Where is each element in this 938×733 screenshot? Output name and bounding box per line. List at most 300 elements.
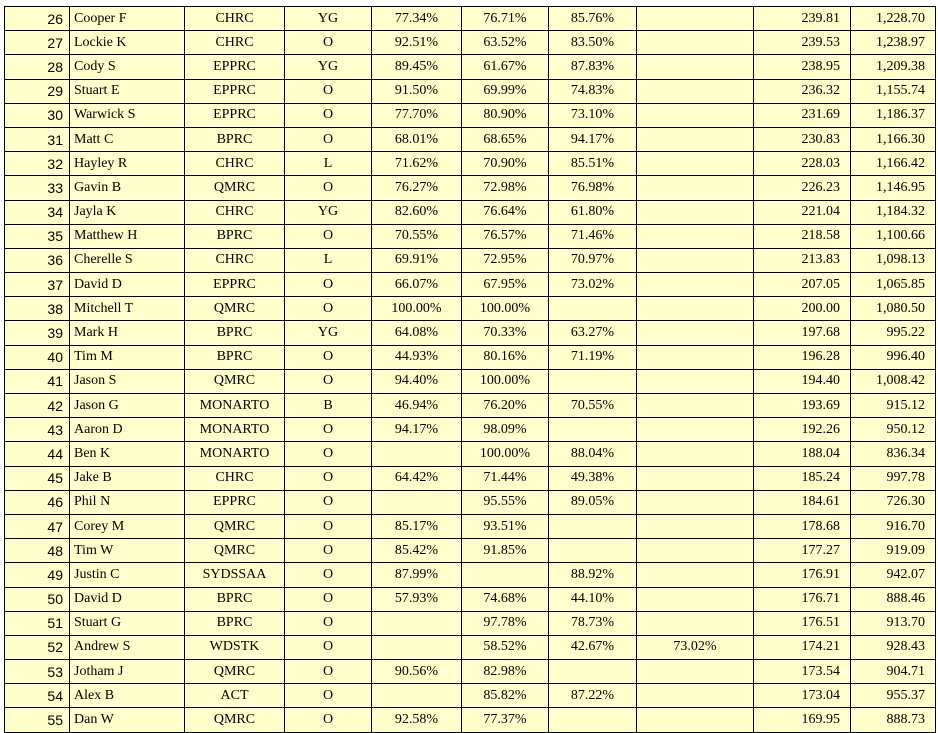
competitor-name-cell: Jason S	[70, 369, 185, 393]
table-row	[5, 152, 936, 176]
grade-cell: O	[285, 103, 372, 127]
table-row	[5, 79, 936, 103]
score-2-cell: 58.52%	[462, 635, 549, 659]
aggregate-cell: 950.12	[851, 418, 936, 442]
score-2-cell: 61.67%	[462, 55, 549, 79]
score-4-cell	[637, 152, 754, 176]
score-4-cell	[637, 490, 754, 514]
score-1-cell: 77.70%	[372, 103, 462, 127]
table-row	[5, 514, 936, 538]
competitor-name-cell: Stuart G	[70, 611, 185, 635]
total-cell: 238.95	[754, 55, 851, 79]
table-row	[5, 55, 936, 79]
score-1-cell	[372, 635, 462, 659]
competitor-name-cell: Mark H	[70, 321, 185, 345]
rank-cell: 32	[5, 152, 70, 176]
competitor-name-cell: Stuart E	[70, 79, 185, 103]
grade-cell: O	[285, 587, 372, 611]
club-cell: QMRC	[185, 708, 285, 732]
table-row	[5, 103, 936, 127]
score-4-cell	[637, 248, 754, 272]
score-2-cell: 100.00%	[462, 442, 549, 466]
score-1-cell: 64.08%	[372, 321, 462, 345]
total-cell: 169.95	[754, 708, 851, 732]
aggregate-cell: 1,166.30	[851, 127, 936, 151]
table-row	[5, 660, 936, 684]
score-2-cell: 80.90%	[462, 103, 549, 127]
grade-cell: O	[285, 297, 372, 321]
rank-cell: 27	[5, 31, 70, 55]
competitor-name-cell: Aaron D	[70, 418, 185, 442]
score-3-cell: 85.51%	[549, 152, 637, 176]
total-cell: 192.26	[754, 418, 851, 442]
competitor-name-cell: Corey M	[70, 514, 185, 538]
score-2-cell: 95.55%	[462, 490, 549, 514]
club-cell: CHRC	[185, 7, 285, 31]
table-row	[5, 684, 936, 708]
score-1-cell	[372, 442, 462, 466]
aggregate-cell: 928.43	[851, 635, 936, 659]
score-2-cell: 68.65%	[462, 127, 549, 151]
aggregate-cell: 836.34	[851, 442, 936, 466]
table-row	[5, 31, 936, 55]
club-cell: QMRC	[185, 539, 285, 563]
score-3-cell: 83.50%	[549, 31, 637, 55]
score-3-cell	[549, 708, 637, 732]
score-2-cell: 97.78%	[462, 611, 549, 635]
competitor-name-cell: Warwick S	[70, 103, 185, 127]
score-1-cell: 90.56%	[372, 660, 462, 684]
total-cell: 173.54	[754, 660, 851, 684]
total-cell: 194.40	[754, 369, 851, 393]
aggregate-cell: 955.37	[851, 684, 936, 708]
grade-cell: O	[285, 490, 372, 514]
competitor-name-cell: Dan W	[70, 708, 185, 732]
competitor-name-cell: Alex B	[70, 684, 185, 708]
score-3-cell: 73.10%	[549, 103, 637, 127]
grade-cell: B	[285, 394, 372, 418]
aggregate-cell: 996.40	[851, 345, 936, 369]
score-4-cell	[637, 127, 754, 151]
table-row	[5, 7, 936, 31]
score-4-cell	[637, 55, 754, 79]
score-2-cell: 91.85%	[462, 539, 549, 563]
grade-cell: O	[285, 442, 372, 466]
grade-cell: O	[285, 273, 372, 297]
score-1-cell: 44.93%	[372, 345, 462, 369]
score-4-cell	[637, 539, 754, 563]
grade-cell: YG	[285, 55, 372, 79]
score-3-cell: 87.83%	[549, 55, 637, 79]
competitor-name-cell: Lockie K	[70, 31, 185, 55]
score-1-cell: 94.40%	[372, 369, 462, 393]
aggregate-cell: 942.07	[851, 563, 936, 587]
score-2-cell: 82.98%	[462, 660, 549, 684]
grade-cell: YG	[285, 200, 372, 224]
score-4-cell	[637, 79, 754, 103]
grade-cell: O	[285, 466, 372, 490]
rank-cell: 33	[5, 176, 70, 200]
grade-cell: O	[285, 224, 372, 248]
total-cell: 228.03	[754, 152, 851, 176]
score-4-cell	[637, 587, 754, 611]
score-3-cell: 78.73%	[549, 611, 637, 635]
table-row	[5, 127, 936, 151]
score-1-cell	[372, 611, 462, 635]
table-row	[5, 635, 936, 659]
aggregate-cell: 1,209.38	[851, 55, 936, 79]
rank-cell: 39	[5, 321, 70, 345]
score-1-cell: 85.17%	[372, 514, 462, 538]
club-cell: MONARTO	[185, 394, 285, 418]
aggregate-cell: 1,186.37	[851, 103, 936, 127]
grade-cell: YG	[285, 321, 372, 345]
rank-cell: 34	[5, 200, 70, 224]
score-1-cell: 100.00%	[372, 297, 462, 321]
rank-cell: 55	[5, 708, 70, 732]
score-4-cell	[637, 7, 754, 31]
score-2-cell: 76.20%	[462, 394, 549, 418]
competitor-name-cell: Cherelle S	[70, 248, 185, 272]
score-2-cell: 85.82%	[462, 684, 549, 708]
score-1-cell: 71.62%	[372, 152, 462, 176]
grade-cell: O	[285, 369, 372, 393]
rank-cell: 41	[5, 369, 70, 393]
score-2-cell: 80.16%	[462, 345, 549, 369]
score-4-cell	[637, 660, 754, 684]
aggregate-cell: 915.12	[851, 394, 936, 418]
total-cell: 176.71	[754, 587, 851, 611]
score-2-cell: 71.44%	[462, 466, 549, 490]
score-3-cell: 74.83%	[549, 79, 637, 103]
rank-cell: 43	[5, 418, 70, 442]
score-1-cell: 68.01%	[372, 127, 462, 151]
rank-cell: 53	[5, 660, 70, 684]
total-cell: 200.00	[754, 297, 851, 321]
score-4-cell	[637, 345, 754, 369]
club-cell: EPPRC	[185, 55, 285, 79]
score-4-cell: 73.02%	[637, 635, 754, 659]
club-cell: BPRC	[185, 224, 285, 248]
score-1-cell: 87.99%	[372, 563, 462, 587]
score-1-cell: 94.17%	[372, 418, 462, 442]
total-cell: 231.69	[754, 103, 851, 127]
aggregate-cell: 1,065.85	[851, 273, 936, 297]
aggregate-cell: 916.70	[851, 514, 936, 538]
total-cell: 221.04	[754, 200, 851, 224]
competitor-name-cell: Gavin B	[70, 176, 185, 200]
aggregate-cell: 1,228.70	[851, 7, 936, 31]
table-row	[5, 490, 936, 514]
aggregate-cell: 1,146.95	[851, 176, 936, 200]
competitor-name-cell: Phil N	[70, 490, 185, 514]
score-4-cell	[637, 297, 754, 321]
total-cell: 184.61	[754, 490, 851, 514]
total-cell: 176.91	[754, 563, 851, 587]
score-3-cell	[549, 297, 637, 321]
score-4-cell	[637, 369, 754, 393]
aggregate-cell: 888.73	[851, 708, 936, 732]
aggregate-cell: 904.71	[851, 660, 936, 684]
score-1-cell	[372, 490, 462, 514]
table-row	[5, 200, 936, 224]
rank-cell: 52	[5, 635, 70, 659]
score-2-cell: 100.00%	[462, 369, 549, 393]
club-cell: QMRC	[185, 660, 285, 684]
score-2-cell: 74.68%	[462, 587, 549, 611]
total-cell: 196.28	[754, 345, 851, 369]
score-1-cell: 66.07%	[372, 273, 462, 297]
club-cell: BPRC	[185, 587, 285, 611]
rank-cell: 35	[5, 224, 70, 248]
score-4-cell	[637, 394, 754, 418]
club-cell: QMRC	[185, 514, 285, 538]
score-3-cell: 89.05%	[549, 490, 637, 514]
grade-cell: O	[285, 708, 372, 732]
club-cell: MONARTO	[185, 442, 285, 466]
table-row	[5, 321, 936, 345]
rank-cell: 54	[5, 684, 70, 708]
score-1-cell: 70.55%	[372, 224, 462, 248]
results-table-body	[5, 7, 936, 733]
table-row	[5, 539, 936, 563]
score-1-cell: 76.27%	[372, 176, 462, 200]
score-1-cell: 82.60%	[372, 200, 462, 224]
score-4-cell	[637, 418, 754, 442]
score-2-cell: 98.09%	[462, 418, 549, 442]
table-row	[5, 369, 936, 393]
aggregate-cell: 1,080.50	[851, 297, 936, 321]
total-cell: 176.51	[754, 611, 851, 635]
grade-cell: O	[285, 176, 372, 200]
club-cell: CHRC	[185, 248, 285, 272]
total-cell: 207.05	[754, 273, 851, 297]
aggregate-cell: 726.30	[851, 490, 936, 514]
competitor-name-cell: David D	[70, 273, 185, 297]
score-1-cell: 77.34%	[372, 7, 462, 31]
rank-cell: 47	[5, 514, 70, 538]
score-4-cell	[637, 176, 754, 200]
rank-cell: 42	[5, 394, 70, 418]
table-row	[5, 394, 936, 418]
score-4-cell	[637, 103, 754, 127]
table-row	[5, 273, 936, 297]
club-cell: EPPRC	[185, 79, 285, 103]
score-3-cell: 88.04%	[549, 442, 637, 466]
grade-cell: O	[285, 418, 372, 442]
score-2-cell	[462, 563, 549, 587]
club-cell: WDSTK	[185, 635, 285, 659]
table-row	[5, 345, 936, 369]
score-3-cell	[549, 369, 637, 393]
club-cell: ACT	[185, 684, 285, 708]
total-cell: 213.83	[754, 248, 851, 272]
club-cell: QMRC	[185, 297, 285, 321]
club-cell: QMRC	[185, 176, 285, 200]
aggregate-cell: 995.22	[851, 321, 936, 345]
total-cell: 230.83	[754, 127, 851, 151]
table-row	[5, 176, 936, 200]
score-3-cell: 76.98%	[549, 176, 637, 200]
score-1-cell: 57.93%	[372, 587, 462, 611]
club-cell: BPRC	[185, 345, 285, 369]
table-row	[5, 563, 936, 587]
rank-cell: 40	[5, 345, 70, 369]
score-1-cell: 46.94%	[372, 394, 462, 418]
club-cell: CHRC	[185, 466, 285, 490]
total-cell: 197.68	[754, 321, 851, 345]
score-3-cell: 71.19%	[549, 345, 637, 369]
aggregate-cell: 997.78	[851, 466, 936, 490]
score-4-cell	[637, 466, 754, 490]
score-2-cell: 72.95%	[462, 248, 549, 272]
rank-cell: 36	[5, 248, 70, 272]
total-cell: 239.81	[754, 7, 851, 31]
results-table	[4, 6, 936, 733]
score-4-cell	[637, 273, 754, 297]
score-3-cell	[549, 539, 637, 563]
score-2-cell: 72.98%	[462, 176, 549, 200]
total-cell: 239.53	[754, 31, 851, 55]
club-cell: BPRC	[185, 321, 285, 345]
total-cell: 236.32	[754, 79, 851, 103]
score-4-cell	[637, 708, 754, 732]
aggregate-cell: 1,155.74	[851, 79, 936, 103]
score-3-cell: 73.02%	[549, 273, 637, 297]
score-3-cell: 71.46%	[549, 224, 637, 248]
score-3-cell	[549, 418, 637, 442]
score-2-cell: 93.51%	[462, 514, 549, 538]
competitor-name-cell: Andrew S	[70, 635, 185, 659]
table-row	[5, 224, 936, 248]
score-1-cell: 91.50%	[372, 79, 462, 103]
aggregate-cell: 1,098.13	[851, 248, 936, 272]
grade-cell: O	[285, 127, 372, 151]
rank-cell: 37	[5, 273, 70, 297]
rank-cell: 50	[5, 587, 70, 611]
club-cell: MONARTO	[185, 418, 285, 442]
total-cell: 218.58	[754, 224, 851, 248]
club-cell: EPPRC	[185, 490, 285, 514]
grade-cell: O	[285, 79, 372, 103]
score-4-cell	[637, 200, 754, 224]
score-1-cell: 89.45%	[372, 55, 462, 79]
total-cell: 188.04	[754, 442, 851, 466]
score-3-cell: 42.67%	[549, 635, 637, 659]
rank-cell: 31	[5, 127, 70, 151]
score-1-cell	[372, 684, 462, 708]
aggregate-cell: 1,100.66	[851, 224, 936, 248]
aggregate-cell: 1,166.42	[851, 152, 936, 176]
score-1-cell: 92.51%	[372, 31, 462, 55]
total-cell: 173.04	[754, 684, 851, 708]
score-3-cell: 49.38%	[549, 466, 637, 490]
club-cell: CHRC	[185, 200, 285, 224]
grade-cell: O	[285, 539, 372, 563]
score-3-cell: 70.97%	[549, 248, 637, 272]
score-1-cell: 85.42%	[372, 539, 462, 563]
competitor-name-cell: Cooper F	[70, 7, 185, 31]
rank-cell: 46	[5, 490, 70, 514]
competitor-name-cell: Tim W	[70, 539, 185, 563]
total-cell: 226.23	[754, 176, 851, 200]
total-cell: 174.21	[754, 635, 851, 659]
aggregate-cell: 1,238.97	[851, 31, 936, 55]
grade-cell: L	[285, 152, 372, 176]
score-2-cell: 70.90%	[462, 152, 549, 176]
score-3-cell: 63.27%	[549, 321, 637, 345]
score-3-cell: 61.80%	[549, 200, 637, 224]
table-row	[5, 442, 936, 466]
score-4-cell	[637, 321, 754, 345]
aggregate-cell: 888.46	[851, 587, 936, 611]
score-4-cell	[637, 563, 754, 587]
score-4-cell	[637, 684, 754, 708]
club-cell: BPRC	[185, 127, 285, 151]
rank-cell: 49	[5, 563, 70, 587]
table-row	[5, 297, 936, 321]
competitor-name-cell: Jotham J	[70, 660, 185, 684]
club-cell: QMRC	[185, 369, 285, 393]
grade-cell: O	[285, 345, 372, 369]
score-3-cell	[549, 514, 637, 538]
competitor-name-cell: Jason G	[70, 394, 185, 418]
competitor-name-cell: Justin C	[70, 563, 185, 587]
competitor-name-cell: Ben K	[70, 442, 185, 466]
rank-cell: 29	[5, 79, 70, 103]
aggregate-cell: 1,008.42	[851, 369, 936, 393]
total-cell: 193.69	[754, 394, 851, 418]
score-3-cell: 70.55%	[549, 394, 637, 418]
club-cell: BPRC	[185, 611, 285, 635]
competitor-name-cell: Matt C	[70, 127, 185, 151]
club-cell: CHRC	[185, 31, 285, 55]
total-cell: 178.68	[754, 514, 851, 538]
score-3-cell: 88.92%	[549, 563, 637, 587]
competitor-name-cell: Hayley R	[70, 152, 185, 176]
grade-cell: O	[285, 563, 372, 587]
score-1-cell: 92.58%	[372, 708, 462, 732]
competitor-name-cell: Jake B	[70, 466, 185, 490]
aggregate-cell: 919.09	[851, 539, 936, 563]
score-2-cell: 76.71%	[462, 7, 549, 31]
score-3-cell: 85.76%	[549, 7, 637, 31]
score-4-cell	[637, 611, 754, 635]
aggregate-cell: 1,184.32	[851, 200, 936, 224]
competitor-name-cell: Tim M	[70, 345, 185, 369]
score-4-cell	[637, 31, 754, 55]
grade-cell: L	[285, 248, 372, 272]
aggregate-cell: 913.70	[851, 611, 936, 635]
score-2-cell: 70.33%	[462, 321, 549, 345]
club-cell: CHRC	[185, 152, 285, 176]
score-2-cell: 67.95%	[462, 273, 549, 297]
competitor-name-cell: Matthew H	[70, 224, 185, 248]
club-cell: EPPRC	[185, 103, 285, 127]
score-3-cell: 44.10%	[549, 587, 637, 611]
score-2-cell: 77.37%	[462, 708, 549, 732]
table-row	[5, 466, 936, 490]
score-3-cell: 94.17%	[549, 127, 637, 151]
grade-cell: O	[285, 611, 372, 635]
club-cell: SYDSSAA	[185, 563, 285, 587]
rank-cell: 26	[5, 7, 70, 31]
grade-cell: O	[285, 684, 372, 708]
table-row	[5, 587, 936, 611]
score-2-cell: 76.57%	[462, 224, 549, 248]
rank-cell: 51	[5, 611, 70, 635]
table-row	[5, 708, 936, 732]
